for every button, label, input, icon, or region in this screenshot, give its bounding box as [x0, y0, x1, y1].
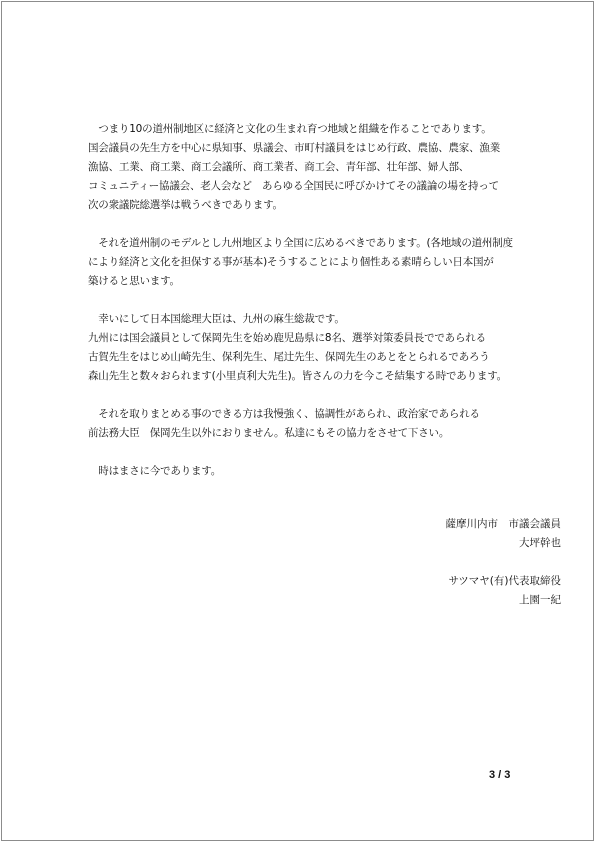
signature-title: 薩摩川内市 市議会議員 — [445, 518, 561, 530]
text-line: 築けると思います。 — [88, 275, 180, 287]
text-line: 前法務大臣 保岡先生以外におりません。私達にもその協力をさせて下さい。 — [88, 427, 450, 439]
text-line: それを道州制のモデルとし九州地区より全国に広めるべきであります。(各地域の道州制度 — [88, 237, 513, 249]
text-line: により経済と文化を担保する事が基本)そうすることにより個性ある素晴らしい日本国が — [88, 256, 494, 268]
text-line: 国会議員の先生方を中心に県知事、県議会、市町村議員をはじめ行政、農協、農家、漁業 — [88, 142, 500, 154]
signature-name: 大坪幹也 — [519, 537, 561, 549]
signature-name: 上園一紀 — [519, 594, 561, 606]
text-line: 次の衆議院総選挙は戦うべきであります。 — [88, 199, 283, 211]
page-number: 3 / 3 — [489, 769, 511, 781]
text-line: つまり10の道州制地区に経済と文化の生まれ育つ地域と組織を作ることであります。 — [88, 123, 492, 135]
paragraph-1 — [88, 120, 528, 215]
paragraph-4 — [88, 405, 528, 443]
paragraph-5 — [88, 462, 528, 481]
text-line: 漁協、工業、商工業、商工会議所、商工業者、商工会、青年部、壮年部、婦人部、 — [88, 161, 470, 173]
signature-area — [361, 515, 561, 629]
paragraph-3 — [88, 310, 528, 386]
signature-title: サツマヤ(有)代表取締役 — [448, 575, 561, 587]
body-text — [88, 120, 528, 500]
text-line: 森山先生と数々おられます(小里貞利大先生)。皆さんの力を今こそ結集する時であります。 — [88, 370, 507, 382]
text-line: コミュニティー協議会、老人会など あらゆる全国民に呼びかけてその議論の場を持って — [88, 180, 499, 192]
text-line: それを取りまとめる事のできる方は我慢強く、協調性があられ、政治家であられる — [88, 408, 480, 420]
paragraph-2 — [88, 234, 528, 291]
document-page — [1, 1, 594, 841]
signature-block-1 — [361, 515, 561, 553]
signature-block-2 — [361, 572, 561, 610]
text-line: 時はまさに今であります。 — [88, 465, 222, 477]
text-line: 九州には国会議員として保岡先生を始め鹿児島県に8名、選挙対策委員長でであられる — [88, 332, 486, 344]
text-line: 古賀先生をはじめ山崎先生、保利先生、尾辻先生、保岡先生のあとをとられるであろう — [88, 351, 490, 363]
text-line: 幸いにして日本国総理大臣は、九州の麻生総裁です。 — [88, 313, 345, 325]
